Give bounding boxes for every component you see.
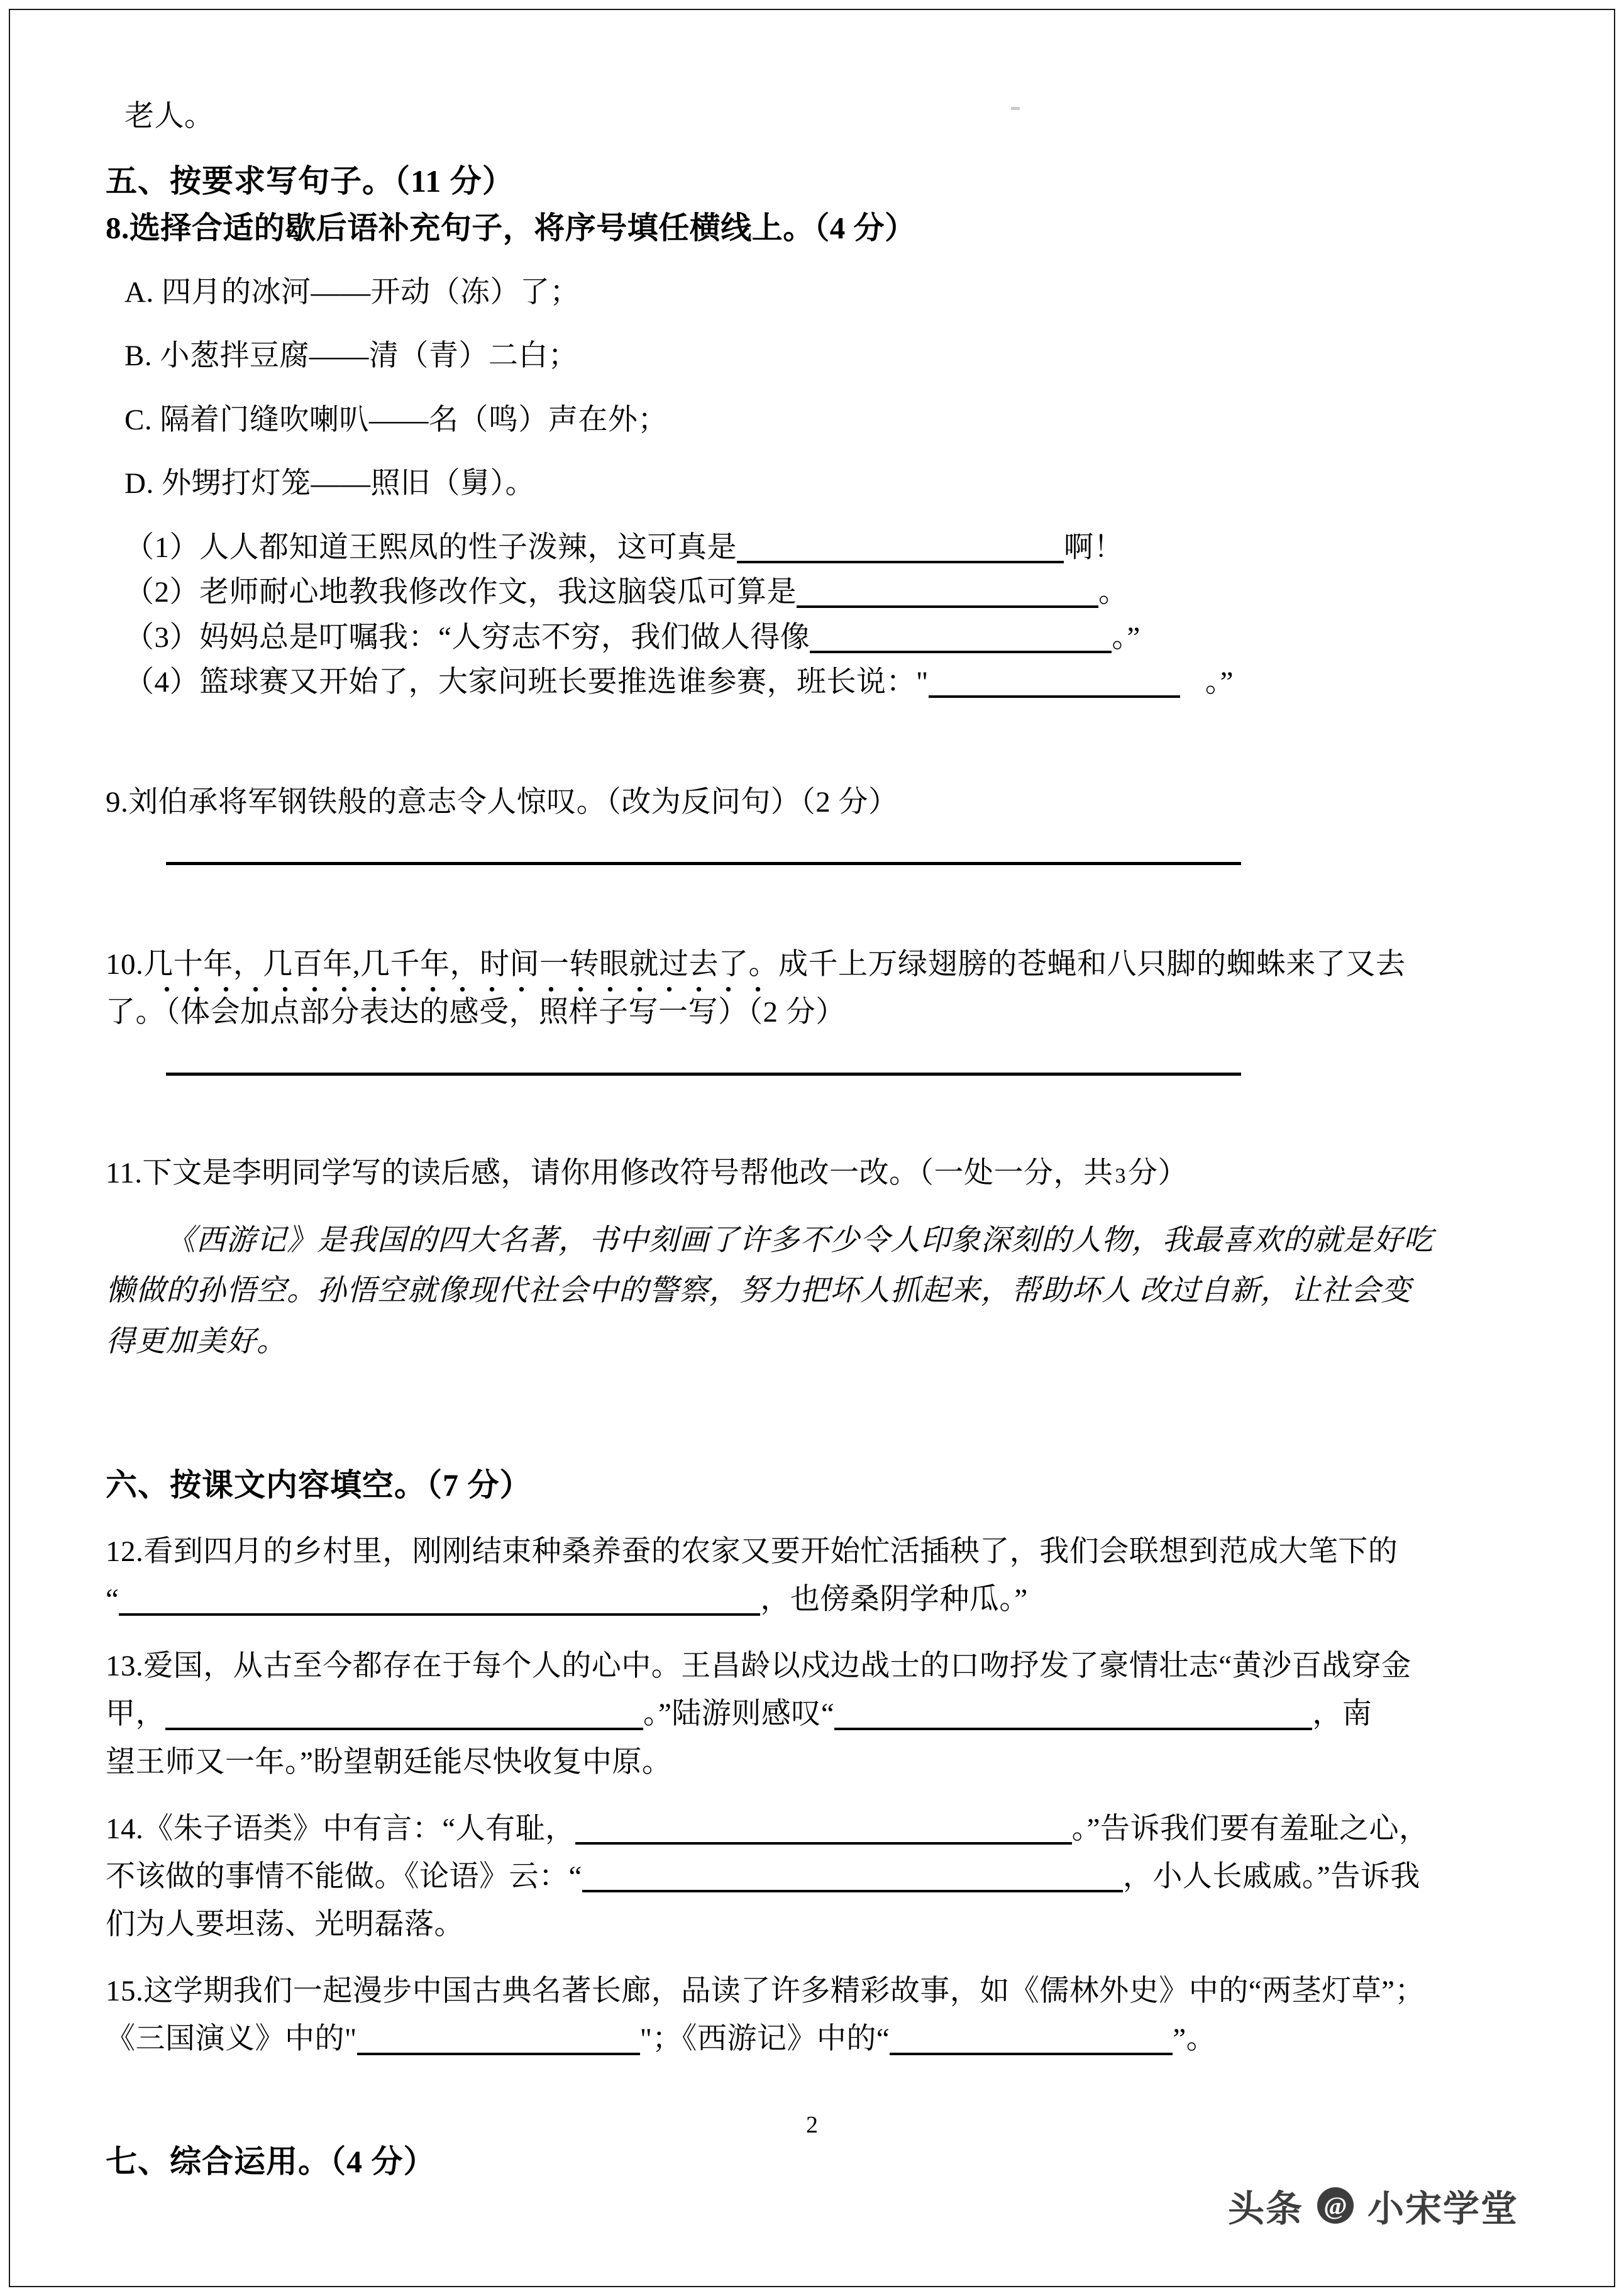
q15-line-2-b: "；《西游记》中的“ [639, 2023, 890, 2056]
q8-item-3-blank[interactable] [810, 620, 1112, 653]
q15-line-2-c: ”。 [1173, 2023, 1217, 2056]
q8-option-b: B. 小葱拌豆腐——清（青）二白； [124, 339, 578, 373]
q11-paragraph-line-3: 得更加美好。 [106, 1325, 287, 1359]
q8-option-d: D. 外甥打灯笼——照旧（舅）。 [124, 467, 535, 500]
q12-open-quote: “ [106, 1583, 119, 1616]
q11-heading-part-b: 分） [1128, 1157, 1188, 1190]
question-15-line-1: 15.这学期我们一起漫步中国古典名著长廊，品读了许多精彩故事，如《儒林外史》中的“两茎灯草”； [106, 1975, 1425, 2008]
q8-item-4-blank[interactable] [929, 665, 1180, 698]
q12-line-2-tail: ，也傍桑阴学种瓜。” [760, 1583, 1028, 1616]
q13-line-2-b: 。”陆游则感叹“ [643, 1697, 835, 1731]
watermark-channel-name: 小宋学堂 [1367, 2188, 1518, 2229]
q10-emphasised-text: 几十年，几百年,几千年，时间一转眼就过去了。 [143, 941, 778, 988]
question-10-line-2: 了。（体会加点部分表达的感受，照样子写一写）（2 分） [106, 996, 846, 1029]
q8-item-1-suffix: 啊！ [1064, 531, 1124, 564]
question-14-line-3: 们为人要坦荡、光明磊落。 [106, 1907, 464, 1941]
question-12-line-2 [106, 1576, 1520, 1623]
q13-line-2-c: ，南 [1312, 1697, 1373, 1731]
q8-item-4 [106, 660, 1520, 705]
q8-item-3-suffix: 。” [1112, 621, 1141, 654]
q14-line-1-b: 。”告诉我们要有羞耻之心， [1071, 1812, 1429, 1845]
q10-number: 10. [106, 947, 144, 981]
section-heading-seven: 七、综合运用。（4 分） [106, 2144, 436, 2180]
question-15-line-2 [106, 2015, 1520, 2063]
watermark [1228, 2179, 1518, 2232]
section-heading-six: 六、按课文内容填空。（7 分） [106, 1467, 532, 1503]
q8-item-4-prefix: （4）篮球赛又开始了，大家问班长要推选谁参赛，班长说：" [124, 666, 929, 698]
q13-line-2-a: 甲， [106, 1697, 165, 1731]
q8-item-1-blank[interactable] [737, 530, 1064, 563]
q8-item-1-prefix: （1）人人都知道王熙凤的性子泼辣，这可真是 [124, 531, 737, 564]
q10-rest: 成千上万绿翅膀的苍蝇和八只脚的蜘蛛来了又去 [778, 947, 1406, 981]
q11-paragraph-line-2: 懒做的孙悟空。孙悟空就像现代社会中的警察，努力把坏人抓起来，帮助坏人 改过自新，让社会变 [106, 1274, 1411, 1308]
q8-item-1 [106, 526, 1520, 570]
q15-blank-2[interactable] [890, 2021, 1173, 2055]
watermark-at-icon: @ [1317, 2187, 1354, 2224]
q14-line-2-b: ，小人长戚戚。”告诉我 [1122, 1860, 1420, 1893]
page-number: 2 [806, 2112, 818, 2138]
q15-line-2-a: 《三国演义》中的" [106, 2023, 357, 2056]
q8-item-4-suffix: 。” [1205, 666, 1234, 698]
question-13-line-1: 13.爱国，从古至今都存在于每个人的心中。王昌龄以戍边战士的口吻抒发了豪情壮志“黄沙百战穿金 [106, 1650, 1411, 1683]
q14-blank-1[interactable] [575, 1811, 1072, 1845]
q13-blank-2[interactable] [834, 1696, 1312, 1730]
q8-item-3-prefix: （3）妈妈总是叮嘱我：“人穷志不穷，我们做人得像 [124, 621, 810, 654]
q8-item-2-suffix: 。 [1098, 576, 1129, 609]
q11-paragraph-line-1: 《西游记》是我国的四大名著，书中刻画了许多不少令人印象深刻的人物，我最喜欢的就是好吃 [166, 1223, 1433, 1257]
q14-line-2-a: 不该做的事情不能做。《论语》云：“ [106, 1860, 582, 1893]
question-11-heading [106, 1151, 1520, 1196]
q14-blank-2[interactable] [582, 1859, 1123, 1892]
q8-item-3 [106, 615, 1520, 660]
q8-option-a: A. 四月的冰河——开动（冻）了； [124, 275, 580, 309]
q15-blank-1[interactable] [357, 2021, 640, 2055]
carryover-line: 老人。 [124, 100, 214, 133]
question-13-line-3: 望王师又一年。”盼望朝廷能尽快收复中原。 [106, 1745, 672, 1779]
page-content [106, 94, 1520, 2185]
q11-score-number: 3 [1115, 1164, 1127, 1188]
watermark-logo: 头条 [1227, 2188, 1303, 2229]
question-12-line-1: 12.看到四月的乡村里，刚刚结束种桑养蚕的农家又要开始忙活插秧了，我们会联想到范成大笔下的 [106, 1535, 1398, 1569]
q13-blank-1[interactable] [165, 1696, 643, 1730]
question-14-line-1 [106, 1805, 1520, 1853]
q11-heading-part-a: 11.下文是李明同学写的读后感，请你用修改符号帮他改一改。（一处一分，共 [106, 1157, 1113, 1190]
question-9-text: 9.刘伯承将军钢铁般的意志令人惊叹。（改为反问句）（2 分） [106, 786, 898, 819]
question-10-line-1 [106, 941, 1520, 988]
q8-item-2-prefix: （2）老师耐心地教我修改作文，我这脑袋瓜可算是 [124, 576, 797, 609]
q8-item-2-blank[interactable] [797, 575, 1098, 608]
question-13-line-2 [106, 1690, 1520, 1738]
section-heading-five: 五、按要求写句子。（11 分） [106, 163, 514, 199]
q8-item-2 [106, 570, 1520, 615]
question-8-heading: 8.选择合适的歇后语补充句子，将序号填任横线上。（4 分） [106, 211, 916, 246]
question-14-line-2 [106, 1853, 1520, 1901]
q8-option-c: C. 隔着门缝吹喇叭——名（鸣）声在外； [124, 403, 668, 436]
q12-blank[interactable] [119, 1582, 760, 1615]
q14-line-1-a: 14.《朱子语类》中有言：“人有耻， [106, 1812, 575, 1845]
